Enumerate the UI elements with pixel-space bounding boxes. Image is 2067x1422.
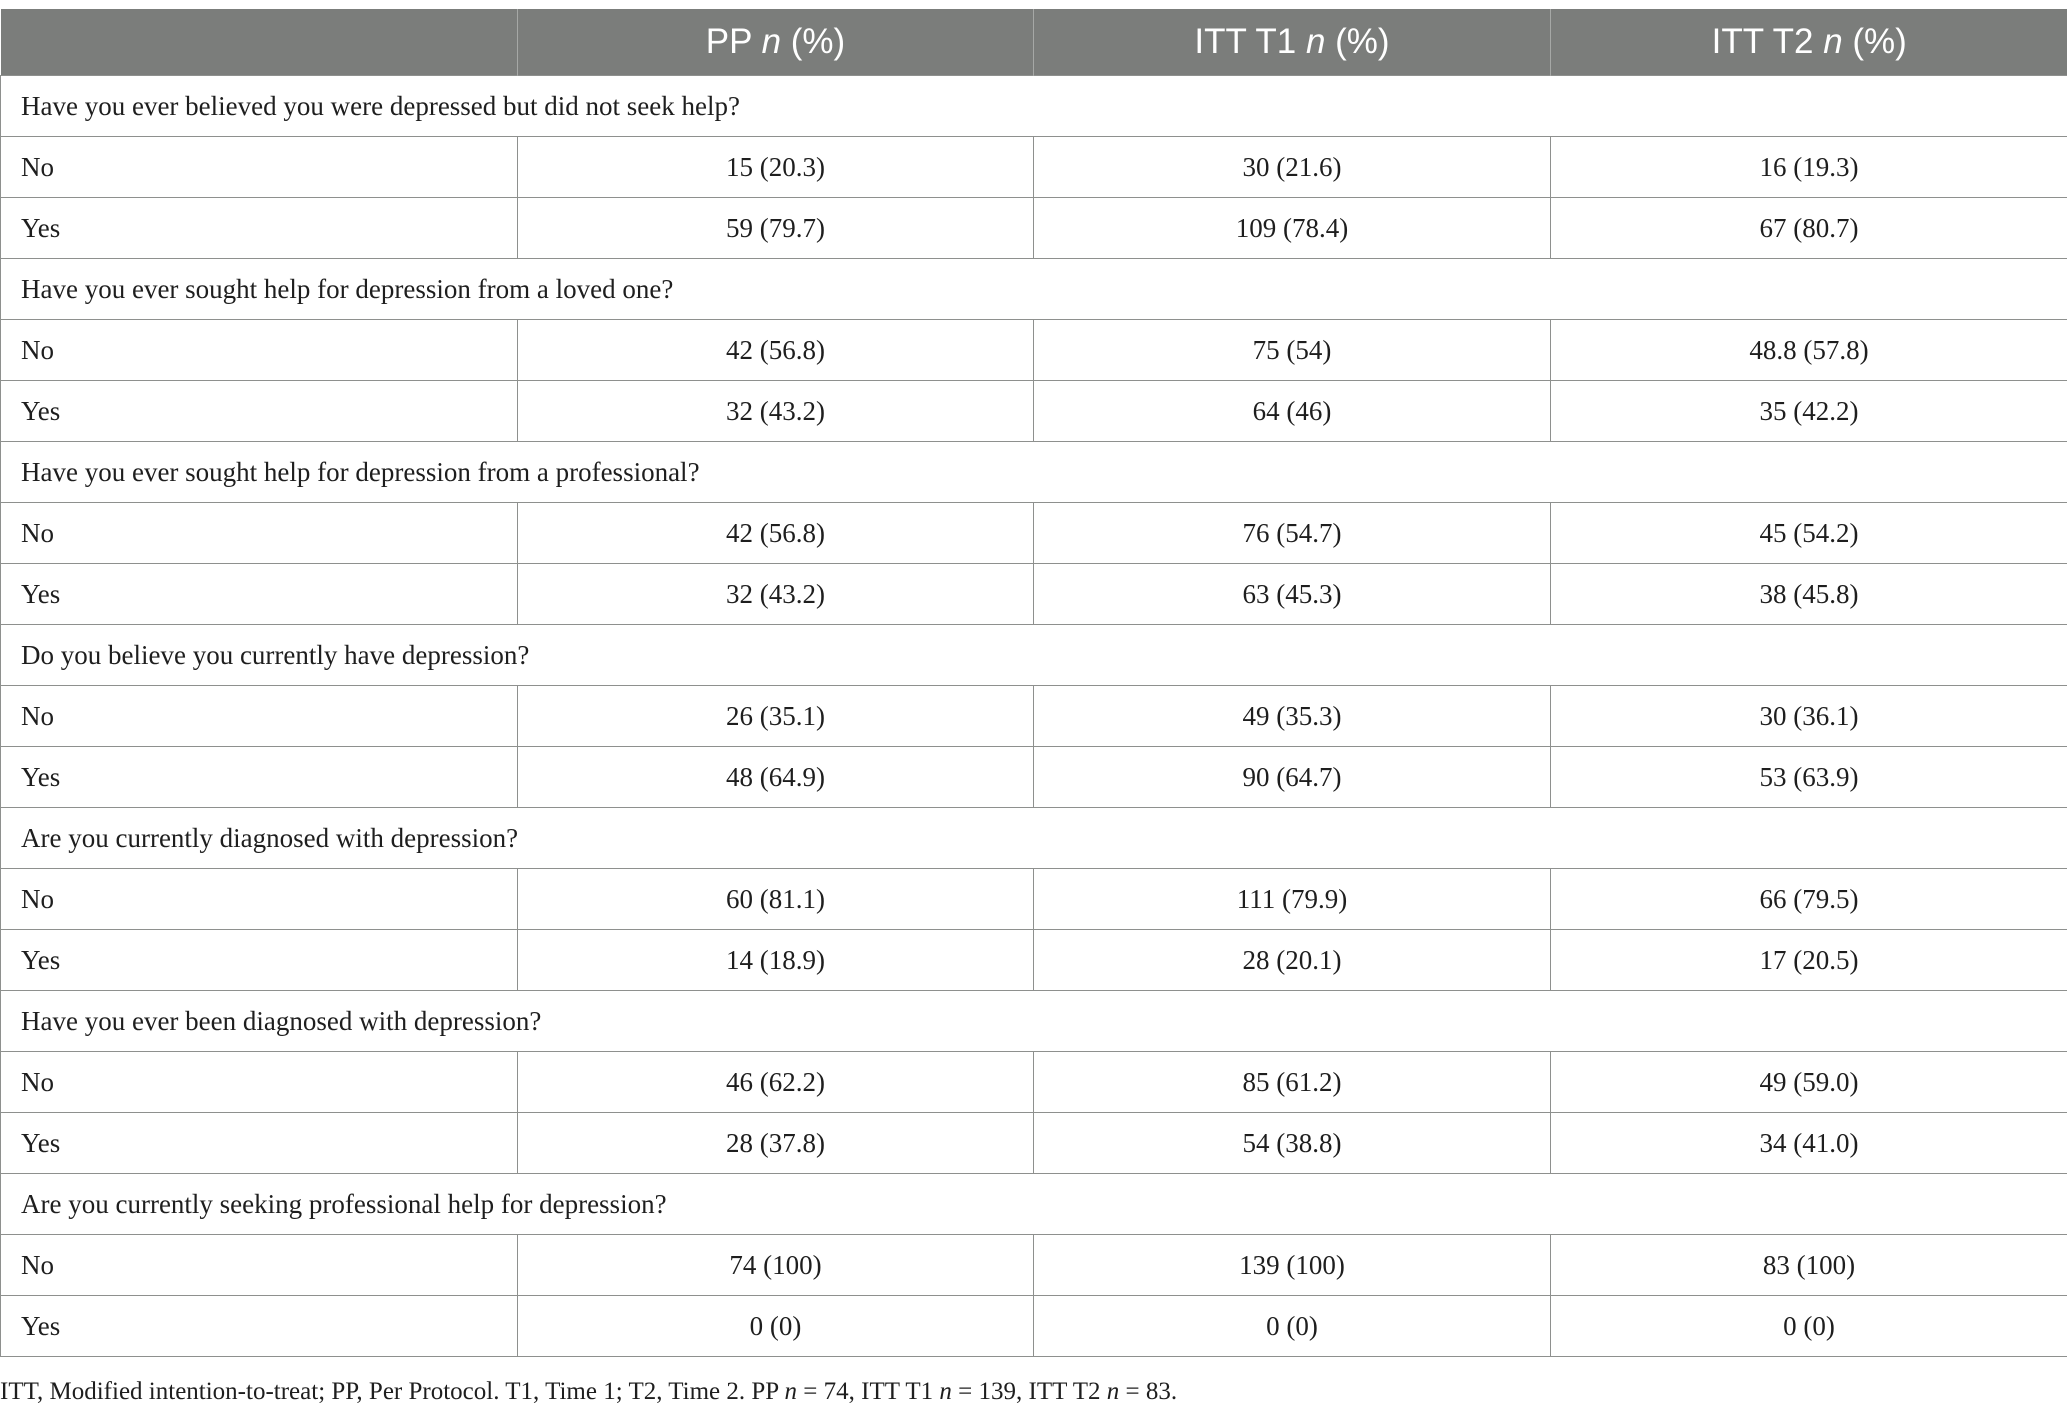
pp-value: 42 (56.8): [518, 320, 1034, 381]
footnote-part1: ITT, Modified intention-to-treat; PP, Per Protocol. T1, Time 1; T2, Time 2. PP: [0, 1378, 785, 1405]
row-label: Yes: [1, 564, 518, 625]
header-itt-t1-suffix: (%): [1325, 22, 1390, 61]
table-row: [1, 198, 2067, 259]
row-label: Yes: [1, 930, 518, 991]
row-label: No: [1, 1235, 518, 1296]
itt-t2-value: 38 (45.8): [1551, 564, 2067, 625]
row-label: No: [1, 686, 518, 747]
itt-t1-value: 109 (78.4): [1034, 198, 1551, 259]
header-itt-t1-prefix: ITT T1: [1194, 22, 1306, 61]
itt-t1-value: 0 (0): [1034, 1296, 1551, 1357]
itt-t1-value: 63 (45.3): [1034, 564, 1551, 625]
row-label: Yes: [1, 198, 518, 259]
pp-value: 32 (43.2): [518, 564, 1034, 625]
header-pp-prefix: PP: [705, 22, 762, 61]
header-row: [1, 9, 2067, 76]
header-itt-t2-suffix: (%): [1842, 22, 1907, 61]
question-row: [1, 442, 2067, 503]
pp-value: 15 (20.3): [518, 137, 1034, 198]
question-row: [1, 1174, 2067, 1235]
header-itt-t1-n: n: [1305, 22, 1326, 61]
table-row: [1, 930, 2067, 991]
pp-value: 0 (0): [518, 1296, 1034, 1357]
pp-value: 46 (62.2): [518, 1052, 1034, 1113]
question-text: Are you currently diagnosed with depression?: [1, 808, 2067, 869]
footnote-part4: = 83.: [1119, 1378, 1178, 1405]
table-row: [1, 686, 2067, 747]
footnote-n2: n: [939, 1378, 952, 1405]
footnote-part3: = 139, ITT T2: [951, 1378, 1107, 1405]
pp-value: 42 (56.8): [518, 503, 1034, 564]
pp-value: 28 (37.8): [518, 1113, 1034, 1174]
pp-value: 32 (43.2): [518, 381, 1034, 442]
itt-t1-value: 54 (38.8): [1034, 1113, 1551, 1174]
table-row: [1, 503, 2067, 564]
question-text: Have you ever sought help for depression from a loved one?: [1, 259, 2067, 320]
header-pp-suffix: (%): [781, 22, 846, 61]
itt-t1-value: 139 (100): [1034, 1235, 1551, 1296]
table-row: [1, 1052, 2067, 1113]
itt-t1-value: 111 (79.9): [1034, 869, 1551, 930]
row-label: No: [1, 503, 518, 564]
table-row: [1, 1235, 2067, 1296]
itt-t1-value: 49 (35.3): [1034, 686, 1551, 747]
itt-t2-value: 67 (80.7): [1551, 198, 2067, 259]
table-row: [1, 1296, 2067, 1357]
itt-t2-value: 34 (41.0): [1551, 1113, 2067, 1174]
question-row: [1, 76, 2067, 137]
table-row: [1, 869, 2067, 930]
itt-t2-value: 48.8 (57.8): [1551, 320, 2067, 381]
header-blank: [1, 9, 518, 76]
pp-value: 48 (64.9): [518, 747, 1034, 808]
question-text: Are you currently seeking professional help for depression?: [1, 1174, 2067, 1235]
question-text: Have you ever believed you were depressed but did not seek help?: [1, 76, 2067, 137]
table-header: [1, 9, 2067, 76]
table-container: [0, 9, 2067, 1357]
row-label: Yes: [1, 747, 518, 808]
question-row: [1, 259, 2067, 320]
table-row: [1, 381, 2067, 442]
header-pp: [518, 9, 1034, 76]
itt-t2-value: 30 (36.1): [1551, 686, 2067, 747]
pp-value: 14 (18.9): [518, 930, 1034, 991]
header-itt-t2-prefix: ITT T2: [1711, 22, 1824, 61]
table-row: [1, 1113, 2067, 1174]
itt-t1-value: 64 (46): [1034, 381, 1551, 442]
table-body: [1, 76, 2067, 1357]
header-itt-t2-n: n: [1823, 22, 1843, 61]
question-row: [1, 991, 2067, 1052]
header-itt-t2: [1551, 9, 2067, 76]
results-table: [0, 9, 2067, 1357]
pp-value: 60 (81.1): [518, 869, 1034, 930]
table-row: [1, 747, 2067, 808]
itt-t2-value: 83 (100): [1551, 1235, 2067, 1296]
itt-t2-value: 0 (0): [1551, 1296, 2067, 1357]
itt-t1-value: 28 (20.1): [1034, 930, 1551, 991]
row-label: No: [1, 1052, 518, 1113]
itt-t2-value: 16 (19.3): [1551, 137, 2067, 198]
header-itt-t1: [1034, 9, 1551, 76]
header-pp-n: n: [761, 22, 782, 61]
itt-t1-value: 76 (54.7): [1034, 503, 1551, 564]
table-row: [1, 564, 2067, 625]
row-label: Yes: [1, 1296, 518, 1357]
footnote-n1: n: [784, 1378, 798, 1405]
itt-t1-value: 30 (21.6): [1034, 137, 1551, 198]
itt-t2-value: 17 (20.5): [1551, 930, 2067, 991]
footnote-n3: n: [1106, 1378, 1120, 1405]
itt-t2-value: 45 (54.2): [1551, 503, 2067, 564]
question-row: [1, 808, 2067, 869]
itt-t2-value: 49 (59.0): [1551, 1052, 2067, 1113]
pp-value: 74 (100): [518, 1235, 1034, 1296]
row-label: No: [1, 137, 518, 198]
pp-value: 26 (35.1): [518, 686, 1034, 747]
question-row: [1, 625, 2067, 686]
row-label: Yes: [1, 1113, 518, 1174]
itt-t2-value: 35 (42.2): [1551, 381, 2067, 442]
pp-value: 59 (79.7): [518, 198, 1034, 259]
question-text: Have you ever been diagnosed with depression?: [1, 991, 2067, 1052]
itt-t1-value: 90 (64.7): [1034, 747, 1551, 808]
itt-t2-value: 66 (79.5): [1551, 869, 2067, 930]
table-row: [1, 137, 2067, 198]
table-footnote: [0, 1378, 1177, 1406]
footnote-part2: = 74, ITT T1: [797, 1378, 940, 1405]
itt-t1-value: 85 (61.2): [1034, 1052, 1551, 1113]
row-label: Yes: [1, 381, 518, 442]
row-label: No: [1, 869, 518, 930]
question-text: Have you ever sought help for depression from a professional?: [1, 442, 2067, 503]
row-label: No: [1, 320, 518, 381]
itt-t2-value: 53 (63.9): [1551, 747, 2067, 808]
itt-t1-value: 75 (54): [1034, 320, 1551, 381]
question-text: Do you believe you currently have depression?: [1, 625, 2067, 686]
table-row: [1, 320, 2067, 381]
